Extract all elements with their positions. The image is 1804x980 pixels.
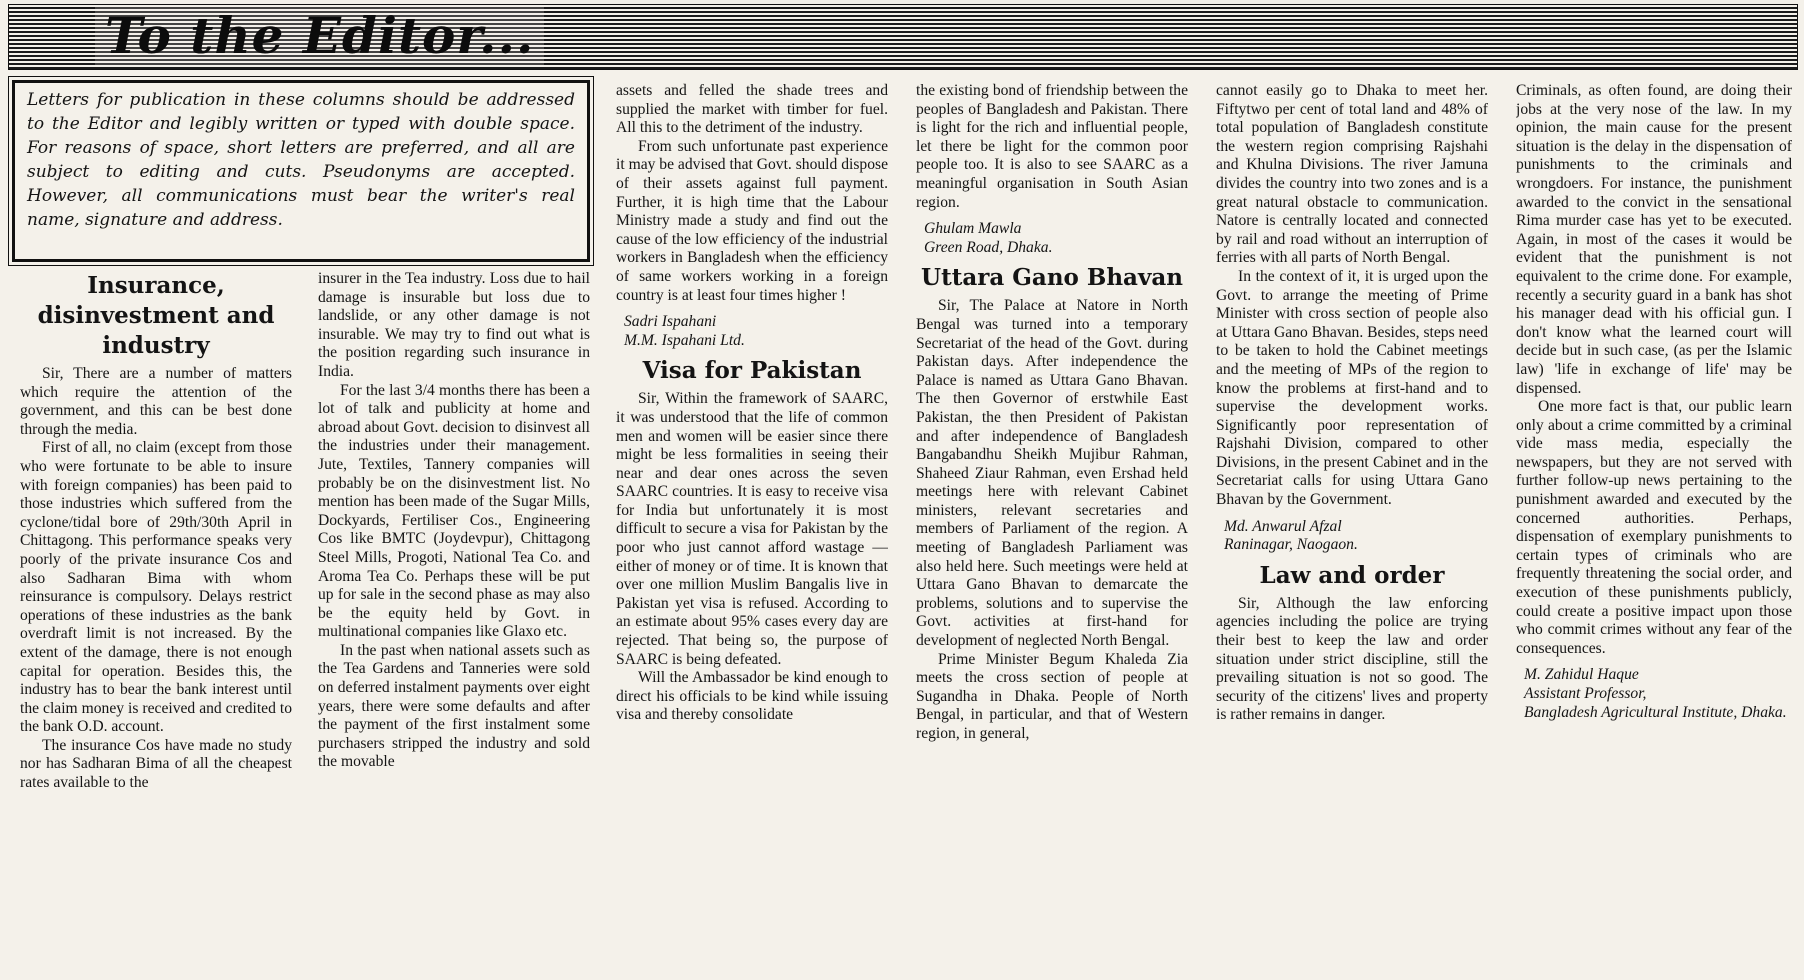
column-2	[318, 270, 590, 980]
headline-law-order: Law and order	[1259, 561, 1445, 589]
paragraph: cannot easily go to Dhaka to meet her. Fiftytwo per cent of total land and 48% of total population of Bangladesh constitute the western region comprising Rajshahi and Khulna Divisions. The river Jamuna divides the country into two zones and is a great natural obstacle to communication. Natore is centrally located and connected by rail and road without an interruption of ferries with all parts of North Bengal.	[1216, 82, 1488, 267]
banner	[8, 4, 1798, 70]
paragraph: insurer in the Tea industry. Loss due to hail damage is insurable but loss due to landslide, or any other damage is not insurable. We may try to find out what is the position regarding such insurance in India.	[318, 270, 590, 380]
signature-name: Md. Anwarul Afzal	[1224, 517, 1342, 535]
signature-title: Assistant Professor,	[1524, 685, 1647, 702]
paragraph: Prime Minister Begum Khaleda Zia meets the cross section of people at Sugandha in Dhaka. People of North Bengal, in particular, and that of Western region, in general,	[916, 650, 1188, 742]
signature-block	[916, 220, 1188, 257]
paragraph: From such unfortunate past experience it may be advised that Govt. should dispose of their assets against full payment. Further, it is high time that the Labour Ministry made a study and find out the cause of the low efficiency of the industrial workers in Bangladesh when the efficiency of same workers working in a foreign country is at least four times higher !	[616, 137, 888, 304]
signature-block	[1516, 666, 1792, 722]
signature-address: M.M. Ispahani Ltd.	[624, 331, 745, 349]
paragraph: For the last 3/4 months there has been a lot of talk and publicity at home and abroad about Govt. decision to disinvest all the industries under their management. Jute, Textiles, Tannery companies will probably be on the disinvestment list. No mention has been made of the Sugar Mills, Dockyards, Fertiliser Cos., Engineering Cos like BMTC (Joydevpur), Chittagong Steel Mills, Progoti, National Tea Co. and Aroma Tea Co. Perhaps these will be put up for sale in the second phase as may also be the equity held by Govt. in multinational companies like Glaxo etc.	[318, 381, 590, 641]
paragraph: assets and felled the shade trees and supplied the market with timber for fuel. All this to the detriment of the industry.	[616, 82, 888, 137]
section-title: To the Editor...	[95, 7, 544, 65]
paragraph: Sir, The Palace at Natore in North Bengal was turned into a temporary Secretariat of the head of the Govt. during Pakistan days. After independence the Palace is named as Uttara Gano Bhavan. The then Governor of erstwhile East Pakistan, the then President of Pakistan and after independence of Bangladesh Bangabandhu Sheikh Mujibur Rahman, Shaheed Ziaur Rahman, even Ershad held meetings here with relevant Cabinet ministers, relevant secretaries and members of Parliament of the region. A meeting of Bangladesh Parliament was also held here. Such meetings were held at Uttara Gano Bhavan to demarcate the problems, solutions and to supervise the Govt. activities at first-hand for development of neglected North Bengal.	[916, 297, 1188, 650]
signature-address: Raninagar, Naogaon.	[1224, 536, 1358, 554]
signature-name: M. Zahidul Haque	[1524, 666, 1639, 684]
signature-name: Ghulam Mawla	[924, 220, 1022, 238]
paragraph: Sir, Although the law enforcing agencies including the police are trying their best to keep the law and order situation under strict discipline, still the prevailing situation is not so good. The security of the citizens' lives and property is rather remains in danger.	[1216, 594, 1488, 724]
column-1	[20, 268, 292, 980]
column-4	[916, 82, 1188, 980]
column-3	[616, 82, 888, 980]
signature-block	[616, 313, 888, 350]
headline-insurance: Insurance, disinvestment and industry	[37, 272, 275, 359]
signature-address: Green Road, Dhaka.	[924, 238, 1053, 256]
paragraph: The insurance Cos have made no study nor has Sadharan Bima of all the cheapest rates available to the	[20, 736, 292, 792]
paragraph: the existing bond of friendship between the peoples of Bangladesh and Pakistan. There is light for the rich and influential people, let there be light for the common poor people too. It is also to see SAARC as a meaningful organisation in South Asian region.	[916, 82, 1188, 211]
paragraph: Sir, There are a number of matters which require the attention of the government, and this can be best done through the media.	[20, 365, 292, 438]
paragraph: First of all, no claim (except from those who were fortunate to be able to insure with foreign companies) has been paid to those industries which suffered from the cyclone/tidal bore of 29th/30th April in Chittagong. This performance speaks very poorly of the private insurance Cos and also Sadharan Bima with whom reinsurance is compulsory. Delays restrict operations of these industries as the bank overdraft limit is not increased. By the extent of the damage, there is not enough capital for operation. Besides this, the industry has to bear the bank interest until the claim money is received and credited to the bank O.D. account.	[20, 439, 292, 736]
signature-block	[1216, 518, 1488, 555]
paragraph: One more fact is that, our public learn only about a crime committed by a criminal vide mass media, especially the newspapers, but they are not served with further follow-up news pertaining to the punishment awarded and executed by the concerned authorities. Perhaps, dispensation of exemplary punishments to certain types of criminals who are frequently threatening the social order, and execution of these punishments publicly, could create a positive impact upon those who commit crimes without any fear of the consequences.	[1516, 398, 1792, 657]
signature-organization: Bangladesh Agricultural Institute, Dhaka.	[1524, 703, 1787, 721]
headline-uttara: Uttara Gano Bhavan	[921, 264, 1183, 292]
paragraph: Sir, Within the framework of SAARC, it was understood that the life of common men and women will be easier since there might be less formalities in seeing their near and dear ones across the seven SAARC countries. It is easy to receive visa for India but unfortunately it is most difficult to secure a visa for Pakistan by the poor who just cannot afford wastage — either of money or of time. It is known that over one million Muslim Bangalis live in Pakistan yet visa is refused. According to an estimate about 95% cases every day are rejected. That being so, the purpose of SAARC is being defeated.	[616, 390, 888, 668]
paragraph: Will the Ambassador be kind enough to direct his officials to be kind while issuing visa and thereby consolidate	[616, 669, 888, 724]
column-5	[1216, 82, 1488, 980]
paragraph: In the context of it, it is urged upon the Govt. to arrange the meeting of Prime Minister with cross section of people also at Uttara Gano Bhavan. Besides, steps need to be taken to hold the Cabinet meetings and the meeting of MPs of the region to know the problems at first-hand and to supervise the development works. Significantly poor representation of Rajshahi Division, compared to other Divisions, in the present Cabinet and in the Secretariat calls for using Uttara Gano Bhavan by the Government.	[1216, 267, 1488, 509]
signature-name: Sadri Ispahani	[624, 313, 717, 331]
paragraph: In the past when national assets such as the Tea Gardens and Tanneries were sold on deferred instalment payments over eight years, there were some defaults and after the payment of the first instalment some purchasers stripped the industry and sold the movable	[318, 641, 590, 771]
column-6	[1516, 82, 1792, 980]
paragraph: Criminals, as often found, are doing their jobs at the very nose of the law. In my opinion, the main cause for the present situation is the delay in the dispensation of punishments to the criminals and wrongdoers. For instance, the punishment awarded to the convict in the sensational Rima murder case has yet to be executed. Again, in most of the cases it would be evident that the punishment is not equivalent to the crime done. For example, recently a security guard in a bank has shot his manager dead with his official gun. I don't know what the learned court will decide but in such case, (as per the Islamic law) 'life in exchange of life' may be dispensed.	[1516, 82, 1792, 397]
editor-notice-box: Letters for publication in these columns should be addressed to the Editor and legibly written or typed with double space. For reasons of space, short letters are preferred, and all are subject to editing and cuts. Pseudonyms are accepted. However, all communications must bear the writer's real name, signature and address.	[12, 80, 590, 262]
headline-visa: Visa for Pakistan	[642, 357, 862, 385]
